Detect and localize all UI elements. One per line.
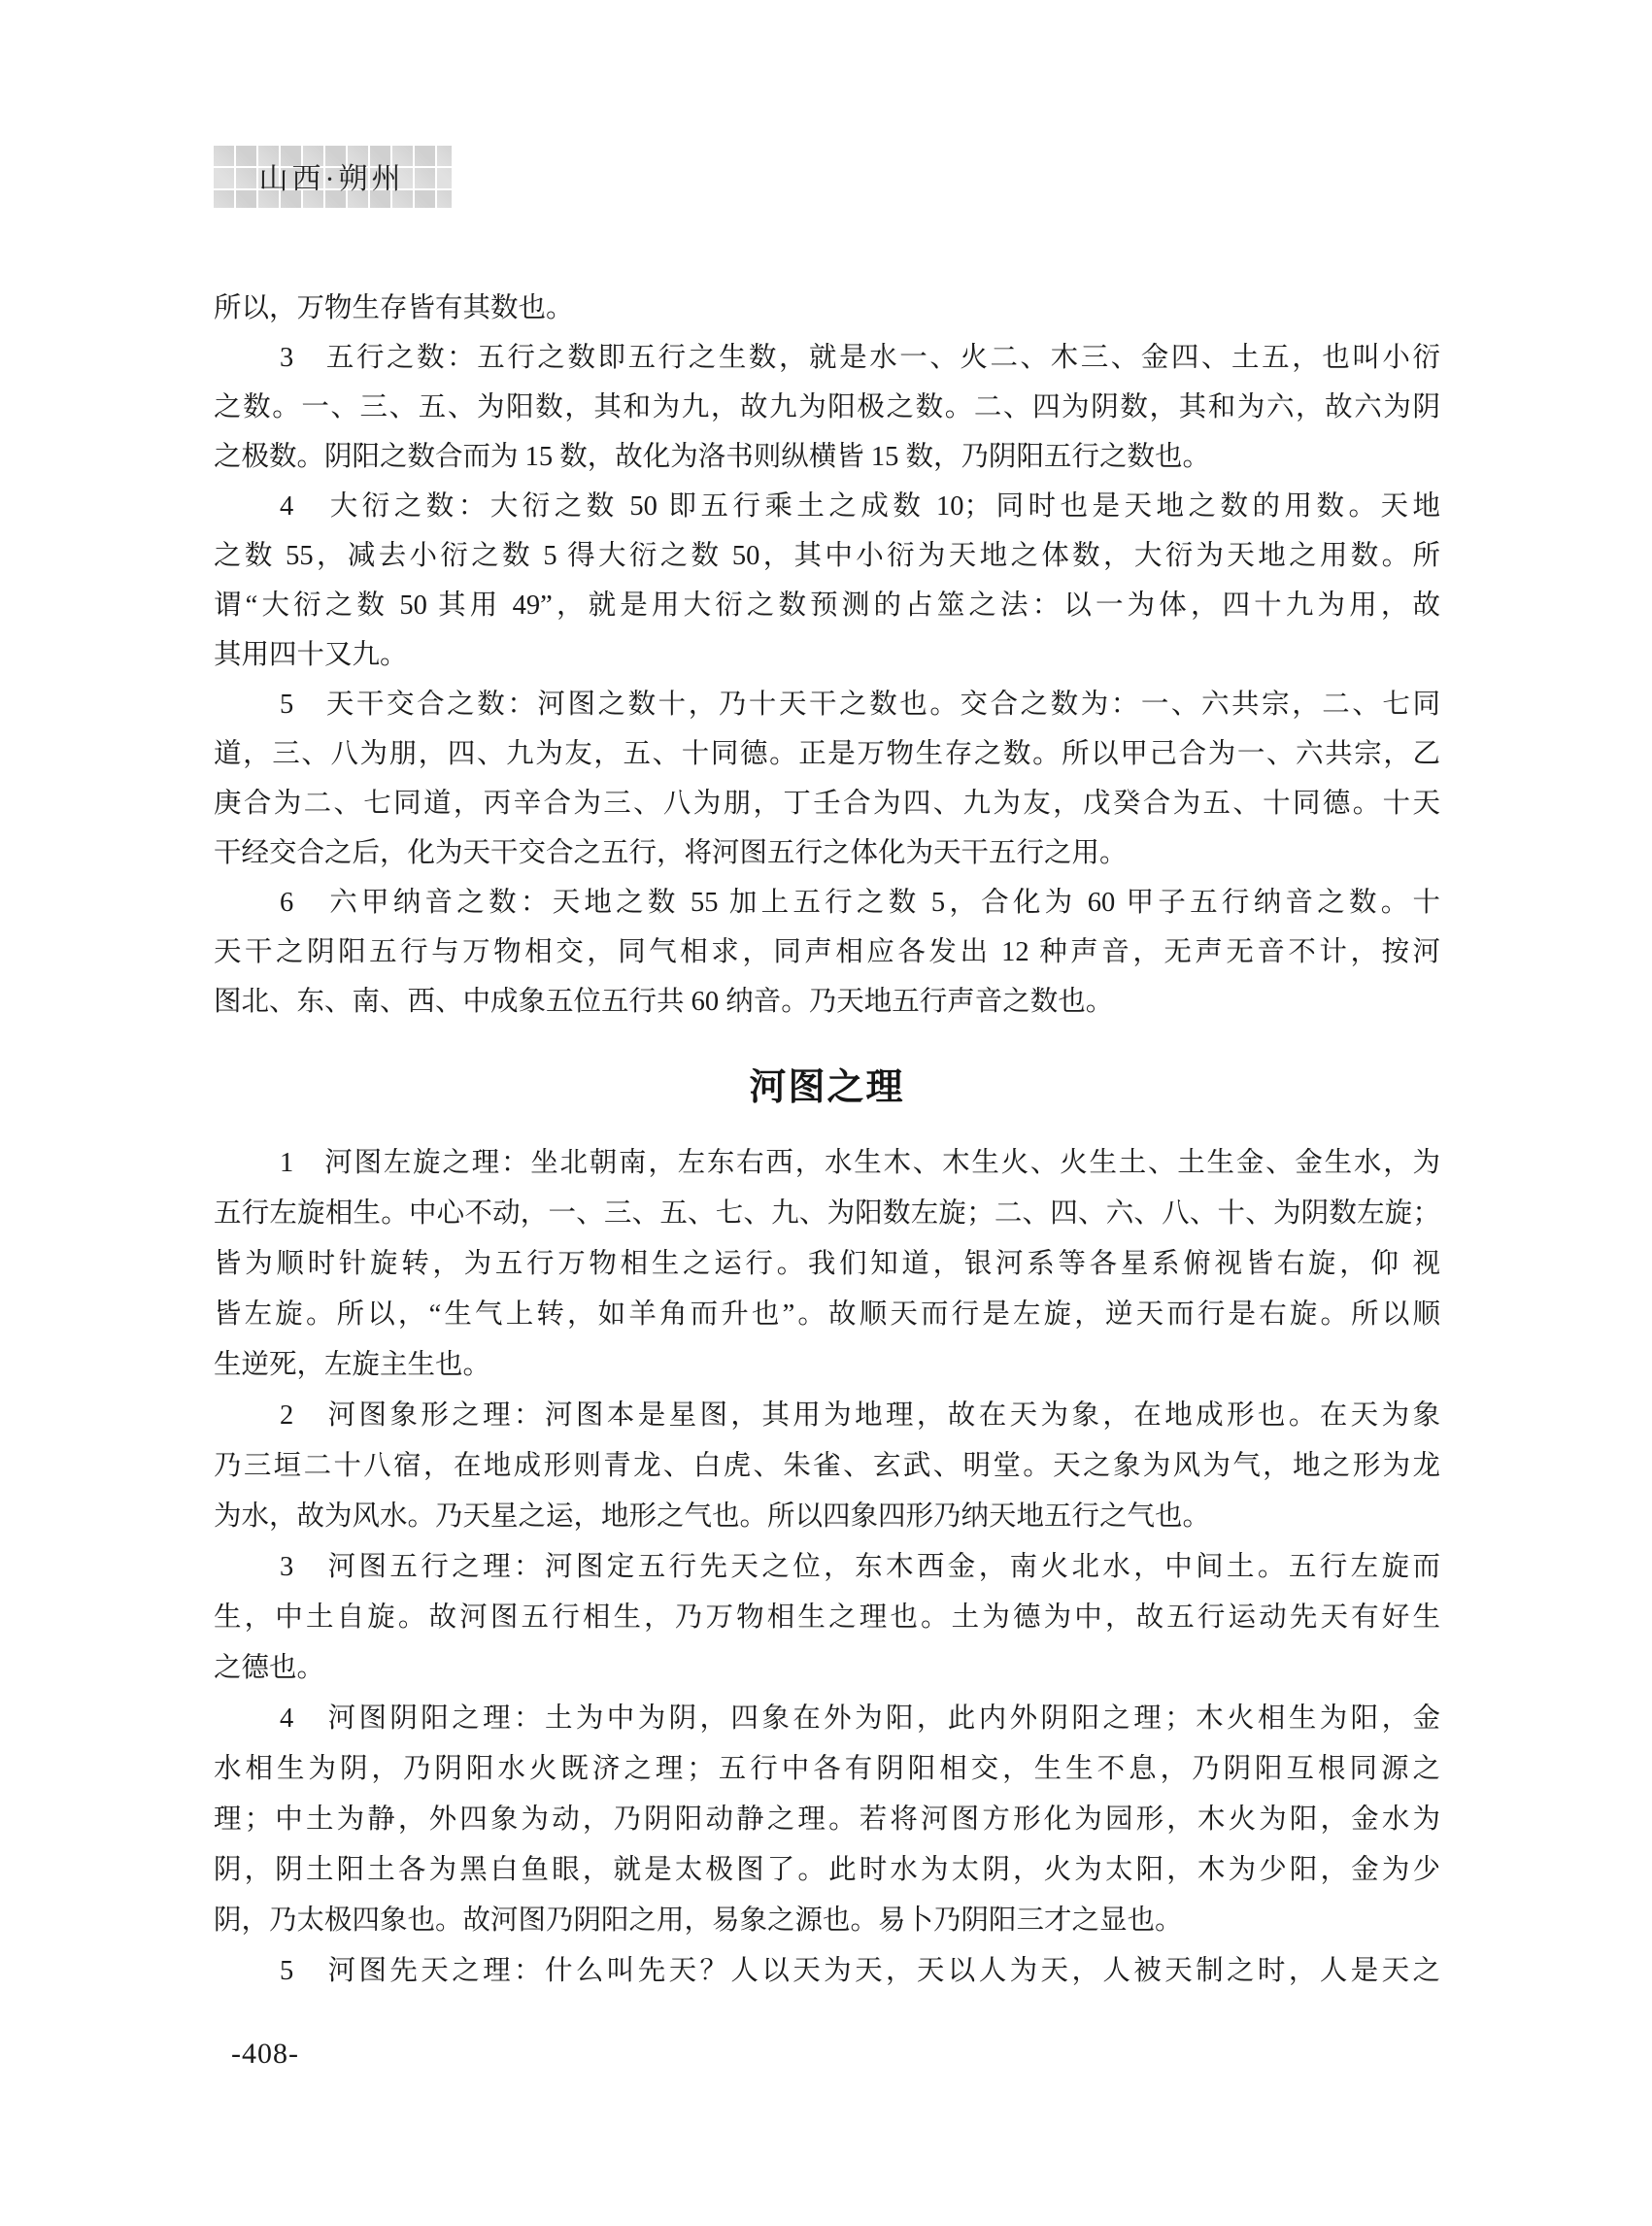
text-line: 道，三、八为朋，四、九为友，五、十同德。正是万物生存之数。所以甲己合为一、六共宗，乙 — [214, 739, 1440, 769]
text-line: 生，中土自旋。故河图五行相生，乃万物相生之理也。土为德为中，故五行运动先天有好生 — [214, 1602, 1440, 1633]
text-line: 五行左旋相生。中心不动，一、三、五、七、九、为阳数左旋；二、四、六、八、十、为阴数左旋； — [214, 1198, 1440, 1229]
text-line: 皆为顺时针旋转，为五行万物相生之运行。我们知道，银河系等各星系俯视皆右旋，仰 视 — [214, 1249, 1440, 1279]
text-line: 其用四十又九。 — [214, 640, 408, 670]
region-badge-label: 山西·朔州 — [258, 163, 405, 195]
text-line: 皆左旋。所以，“生气上转，如羊角而升也”。故顺天而行是左旋，逆天而行是右旋。所以顺 — [214, 1299, 1440, 1330]
text-line: 庚合为二、七同道，丙辛合为三、八为朋，丁壬合为四、九为友，戊癸合为五、十同德。十天 — [214, 789, 1440, 819]
text-line: 为水，故为风水。乃天星之运，地形之气也。所以四象四形乃纳天地五行之气也。 — [214, 1501, 1211, 1532]
text-line: 4 大衍之数：大衍之数 50 即五行乘土之成数 10；同时也是天地之数的用数。天地 — [280, 491, 1440, 522]
text-line: 之数 55，减去小衍之数 5 得大衍之数 50，其中小衍为天地之体数，大衍为天地之用数。所 — [214, 541, 1440, 571]
text-line: 阴，乃太极四象也。故河图乃阴阳之用，易象之源也。易卜乃阴阳三才之显也。 — [214, 1906, 1183, 1936]
text-line: 3 五行之数：五行之数即五行之生数，就是水一、火二、木三、金四、土五，也叫小衍 — [280, 343, 1440, 373]
text-line: 水相生为阴，乃阴阳水火既济之理；五行中各有阴阳相交，生生不息，乃阴阳互根同源之 — [214, 1754, 1440, 1784]
text-line: 6 六甲纳音之数：天地之数 55 加上五行之数 5，合化为 60 甲子五行纳音之数。十 — [280, 888, 1440, 918]
text-line: 生逆死，左旋主生也。 — [214, 1350, 491, 1380]
text-line: 干经交合之后，化为天干交合之五行，将河图五行之体化为天干五行之用。 — [214, 838, 1128, 868]
text-line: 谓“大衍之数 50 其用 49”，就是用大衍之数预测的占筮之法：以一为体，四十九为用，故 — [214, 590, 1440, 621]
text-line: 4 河图阴阳之理：土为中为阴，四象在外为阳，此内外阴阳之理；木火相生为阳，金 — [280, 1703, 1440, 1734]
text-line: 1 河图左旋之理：坐北朝南，左东右西，水生木、木生火、火生土、土生金、金生水，为 — [280, 1148, 1440, 1178]
text-line: 理；中土为静，外四象为动，乃阴阳动静之理。若将河图方形化为园形，木火为阳，金水为 — [214, 1804, 1440, 1835]
text-line: 3 河图五行之理：河图定五行先天之位，东木西金，南火北水，中间土。五行左旋而 — [280, 1552, 1440, 1582]
text-line: 乃三垣二十八宿，在地成形则青龙、白虎、朱雀、玄武、明堂。天之象为风为气，地之形为龙 — [214, 1451, 1440, 1481]
text-line: 2 河图象形之理：河图本是星图，其用为地理，故在天为象，在地成形也。在天为象 — [280, 1400, 1440, 1431]
page-number: -408- — [231, 2038, 299, 2070]
text-line: 之数。一、三、五、为阳数，其和为九，故九为阳极之数。二、四为阴数，其和为六，故六为阴 — [214, 392, 1440, 422]
body-text-bottom — [214, 1138, 1440, 1997]
text-line: 之德也。 — [214, 1653, 325, 1683]
text-line: 阴，阴土阳土各为黑白鱼眼，就是太极图了。此时水为太阴，火为太阳，木为少阳，金为少 — [214, 1855, 1440, 1885]
text-line: 所以，万物生存皆有其数也。 — [214, 293, 574, 323]
text-line: 之极数。阴阳之数合而为 15 数，故化为洛书则纵横皆 15 数，乃阴阳五行之数也。 — [214, 442, 1211, 472]
text-line: 5 天干交合之数：河图之数十，乃十天干之数也。交合之数为：一、六共宗，二、七同 — [280, 690, 1440, 720]
region-badge — [212, 144, 452, 208]
text-line: 5 河图先天之理：什么叫先天？人以天为天，天以人为天，人被天制之时，人是天之 — [280, 1956, 1440, 1986]
text-line: 天干之阴阳五行与万物相交，同气相求，同声相应各发出 12 种声音，无声无音不计，按河 — [214, 937, 1440, 967]
section-heading: 河图之理 — [749, 1067, 905, 1108]
text-line: 图北、东、南、西、中成象五位五行共 60 纳音。乃天地五行声音之数也。 — [214, 987, 1114, 1017]
body-text-top — [214, 284, 1440, 1027]
